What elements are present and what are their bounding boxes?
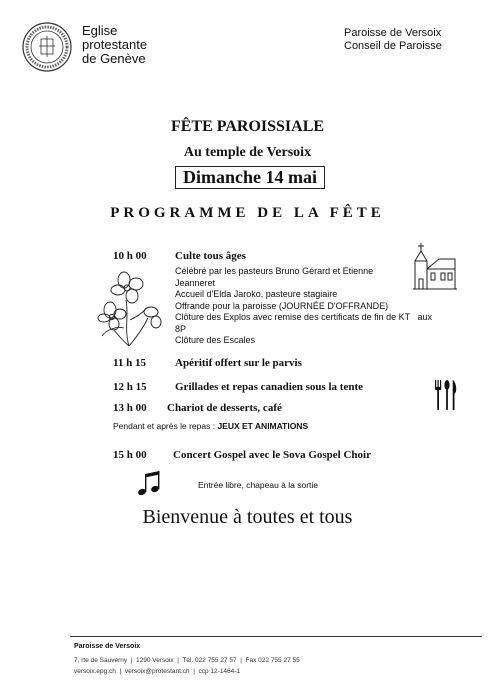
parish-block [344,27,442,53]
footer-parish-name: Paroisse de Versoix [74,643,141,650]
meal-note [113,421,308,431]
games-label: JEUX ET ANIMATIONS [217,421,309,431]
time-1215: 12 h 15 [113,381,147,393]
footer-divider [70,636,482,637]
event-desserts: Chariot de desserts, café [167,402,282,414]
council-name: Conseil de Paroisse [344,40,442,52]
time-1115: 11 h 15 [113,357,147,369]
detail-line: Jeanneret [175,277,216,288]
welcome-message: Bienvenue à toutes et tous [142,506,353,528]
parish-name: Paroisse de Versoix [344,27,442,39]
footer-contact: versoix.epg.ch | versoix@protestant.ch | ccp 12-1464-1 [74,668,241,675]
subtitle: Au temple de Versoix [183,145,312,160]
detail-line: Accueil d'Elda Jaroko, pasteure stagiaire [175,289,338,299]
flower-icon [96,270,166,348]
event-culte: Culte tous âges [175,250,246,262]
detail-line: Offrande pour la paroisse (JOURNÉE D'OFFRANDE) [175,300,389,311]
detail-line: Célébré par les pasteurs Bruno Gérard et Etienne [175,266,374,276]
footer-address: 7, rte de Sauverny | 1290 Versoix | Tél. 022 755 27 57 | Fax 022 755 27 55 [74,657,300,664]
event-concert: Concert Gospel avec le Sova Gospel Choir [173,449,371,461]
time-1500: 15 h 00 [113,449,147,461]
org-line-3: de Genève [82,51,146,66]
time-1000: 10 h 00 [113,250,147,262]
event-grillades: Grillades et repas canadien sous la tente [175,381,364,393]
org-line-1: Eglise [82,23,118,38]
page-title: FÊTE PAROISSIALE [170,118,325,135]
music-note-icon [137,471,161,497]
meal-note-text: Pendant et après le repas : [113,421,218,431]
programme-heading: PROGRAMME DE LA FÊTE [110,205,385,221]
organization-name [82,24,147,66]
detail-line: 8P [175,323,187,334]
event-aperitif: Apéritif offert sur le parvis [175,357,302,369]
org-line-2: protestante [82,37,148,52]
detail-line: Clôture des Escales [175,335,256,345]
culte-details [175,266,447,347]
cutlery-icon [433,380,459,410]
entry-note: Entrée libre, chapeau à la sortie [198,480,319,490]
church-seal-logo [22,22,72,72]
time-1300: 13 h 00 [113,402,147,414]
event-date: Dimanche 14 mai [175,166,325,189]
detail-line: Clôture des Explos avec remise des certificats de fin de KT aux [175,312,432,322]
